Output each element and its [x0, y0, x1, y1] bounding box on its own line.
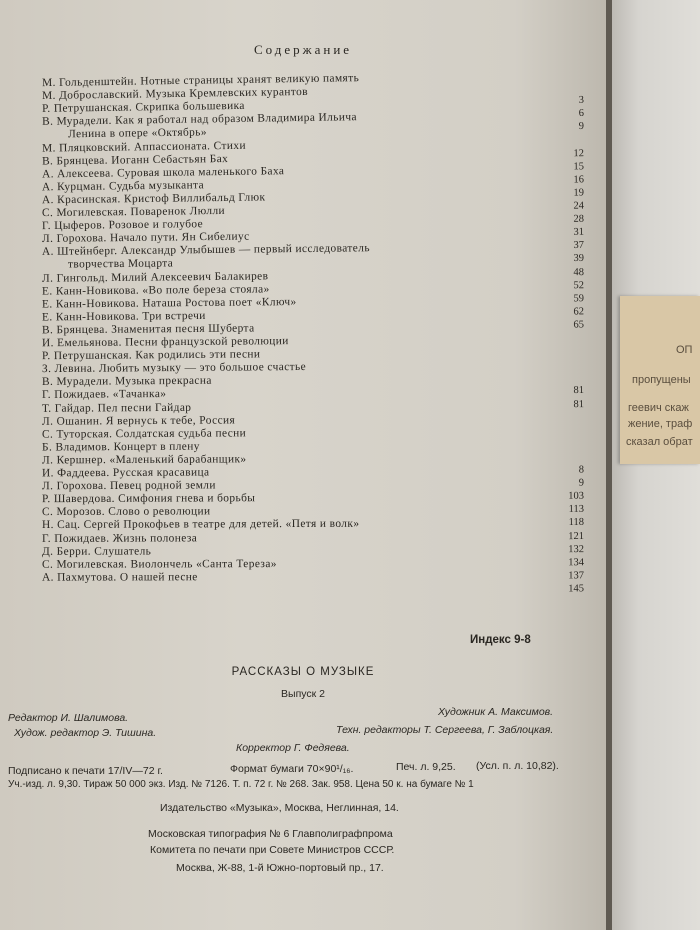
- toc-entry-page: 65: [573, 319, 585, 331]
- toc-entry-title: З. Левина. Любить музыку — это большое счастье: [41, 361, 307, 376]
- toc-entry-title: В. Брянцева. Иоганн Себастьян Бах: [41, 152, 229, 168]
- toc-entry-title: С. Морозов. Слово о революции: [41, 505, 211, 519]
- toc-entry-page: 48: [573, 266, 585, 278]
- toc-entry-page: 62: [573, 306, 585, 318]
- toc-entry-title: Т. Гайдар. Пел песни Гайдар: [41, 401, 192, 415]
- toc-entry-page: 39: [573, 253, 585, 265]
- editor-credit: Редактор И. Шалимова.: [8, 712, 129, 724]
- toc-entry-page: 52: [573, 279, 585, 291]
- slip-line: ОП: [676, 344, 693, 356]
- slip-line: сказал обрат: [626, 436, 693, 448]
- toc-entry-page: 118: [568, 517, 585, 529]
- toc-entry-title: Р. Петрушанская. Скрипка большевика: [41, 100, 245, 116]
- toc-entry-title: Л. Кершнер. «Маленький барабанщик»: [41, 453, 247, 467]
- toc-entry-title: С. Туторская. Солдатская судьба песни: [41, 427, 247, 441]
- toc-entry-page: 103: [568, 490, 585, 502]
- toc-entry-page: 3: [578, 94, 585, 107]
- toc-entry-title: М. Пляцковский. Аппассионата. Стихи: [41, 139, 247, 155]
- toc-entry-title: Е. Канн-Новикова. «Во поле береза стояла»: [41, 282, 270, 298]
- printer-line-1: Московская типография № 6 Главполиграфпрома: [148, 828, 393, 840]
- toc-entry-title: С. Могилевская. Поваренок Люлли: [41, 204, 226, 220]
- toc-entry: [42, 582, 585, 597]
- toc-entry-title: Р. Петрушанская. Как родились эти песни: [41, 348, 261, 363]
- toc-entry-page: 15: [573, 160, 585, 173]
- toc-entry-title: Б. Владимов. Концерт в плену: [41, 440, 200, 454]
- slip-line: геевич скаж: [628, 402, 689, 414]
- toc-entry-title: Е. Канн-Новикова. Наташа Ростова поет «Ключ»: [41, 295, 297, 311]
- toc-entry-page: 9: [578, 477, 585, 489]
- toc-entry-title: Л. Горохова. Певец родной земли: [41, 479, 216, 493]
- toc-entry-page: 113: [568, 504, 585, 516]
- toc-entry-title: Л. Ошанин. Я вернусь к тебе, Россия: [41, 414, 236, 428]
- toc-entry-title: Г. Пожидаев. Жизнь полонеза: [41, 531, 198, 545]
- print-details: Уч.-изд. л. 9,30. Тираж 50 000 экз. Изд. № 7126. Т. п. 72 г. № 268. Зак. 958. Цена 50 к. на бумаге № 1: [8, 779, 474, 790]
- publisher-line: Издательство «Музыка», Москва, Неглинная, 14.: [160, 802, 399, 814]
- toc-entry-page: 137: [568, 570, 585, 582]
- toc-entry-page: 28: [573, 213, 585, 225]
- art-editor-credit: Худож. редактор Э. Тишина.: [14, 727, 157, 739]
- signed-date: Подписано к печати 17/IV—72 г.: [8, 765, 163, 777]
- toc-entry-page: 59: [573, 292, 585, 305]
- toc-entry-page: 37: [573, 240, 585, 252]
- issue-number: Выпуск 2: [281, 688, 325, 700]
- toc-entry-page: 81: [573, 398, 585, 410]
- artist-credit: Художник А. Максимов.: [438, 706, 554, 718]
- toc-entry-title: Ленина в опере «Октябрь»: [67, 126, 208, 141]
- toc-entry-page: 24: [573, 200, 585, 212]
- toc-entry-title: А. Алексеева. Суровая школа маленького Баха: [41, 164, 285, 181]
- toc-entry-title: С. Могилевская. Виолончель «Санта Тереза»: [41, 557, 277, 571]
- toc-entry-title: Д. Берри. Слушатель: [41, 545, 152, 558]
- facing-page: [612, 0, 700, 930]
- paper-slip: [620, 296, 700, 464]
- toc-entry-title: А. Красинская. Кристоф Виллибальд Глюк: [41, 191, 266, 207]
- toc-entry-page: 132: [568, 543, 585, 555]
- toc-entry-page: 6: [578, 108, 585, 120]
- toc-entry-title: Е. Канн-Новикова. Три встречи: [41, 309, 206, 324]
- toc-entry-page: 121: [568, 530, 585, 542]
- tech-editors-credit: Техн. редакторы Т. Сергеева, Г. Заблоцкая.: [336, 724, 554, 736]
- toc-title: Содержание: [253, 42, 353, 57]
- toc-entry-page: 145: [568, 583, 585, 595]
- toc-entry-page: 31: [573, 226, 585, 239]
- index-label: Индекс 9-8: [470, 634, 531, 646]
- slip-line: жение, траф: [628, 418, 693, 430]
- proofreader-credit: Корректор Г. Федяева.: [236, 742, 350, 754]
- toc-entry-title: И. Емельянова. Песни французской революции: [41, 335, 289, 350]
- series-title: РАССКАЗЫ О МУЗЫКЕ: [231, 666, 375, 678]
- toc-entry-title: Г. Пожидаев. «Тачанка»: [41, 388, 167, 402]
- toc-entry-title: Л. Гингольд. Милий Алексеевич Балакирев: [41, 269, 269, 285]
- toc-entry-title: В. Брянцева. Знаменитая песня Шуберта: [41, 322, 255, 337]
- paper-format: Формат бумаги 70×90¹/₁₆.: [230, 763, 354, 775]
- toc-entry-title: Л. Горохова. Начало пути. Ян Сибелиус: [41, 230, 250, 246]
- printer-line-2: Комитета по печати при Совете Министров СССР.: [150, 844, 395, 856]
- toc-entry-title: М. Гольденштейн. Нотные страницы хранят великую память: [41, 72, 360, 90]
- printer-line-3: Москва, Ж-88, 1-й Южно-портовый пр., 17.: [176, 862, 384, 874]
- conventional-sheets: (Усл. п. л. 10,82).: [476, 760, 559, 772]
- toc-entry-title: А. Штейнберг. Александр Улыбышев — первый исследователь: [41, 242, 370, 259]
- toc-entry-page: 81: [573, 385, 585, 397]
- slip-line: пропущены: [632, 374, 691, 386]
- toc-entry-page: 16: [573, 174, 585, 186]
- toc-entry-title: М. Доброславский. Музыка Кремлевских курантов: [41, 86, 309, 103]
- toc-entry-title: А. Пахмутова. О нашей песне: [41, 571, 198, 584]
- toc-entry-title: И. Фаддеева. Русская красавица: [41, 466, 210, 480]
- toc-entry-title: творчества Моцарта: [67, 257, 174, 271]
- toc-entry-page: 19: [573, 187, 585, 199]
- toc-entry-page: 134: [568, 556, 585, 568]
- toc-entry-page: 12: [573, 147, 585, 159]
- toc-entry-title: Н. Сац. Сергей Прокофьев в театре для детей. «Петя и волк»: [41, 518, 360, 532]
- toc-entry-title: Р. Шавердова. Симфония гнева и борьбы: [41, 492, 256, 506]
- toc-entry-title: В. Мурадели. Музыка прекрасна: [41, 374, 212, 389]
- toc-entry-title: А. Курцман. Судьба музыканта: [41, 179, 205, 194]
- print-sheets: Печ. л. 9,25.: [396, 761, 456, 773]
- toc-entry-title: В. Мурадели. Как я работал над образом Владимира Ильича: [41, 111, 357, 129]
- toc-entry-page: 9: [578, 121, 585, 133]
- toc-entry-page: 8: [578, 464, 585, 476]
- toc-entry-title: Г. Цыферов. Розовое и голубое: [41, 218, 204, 233]
